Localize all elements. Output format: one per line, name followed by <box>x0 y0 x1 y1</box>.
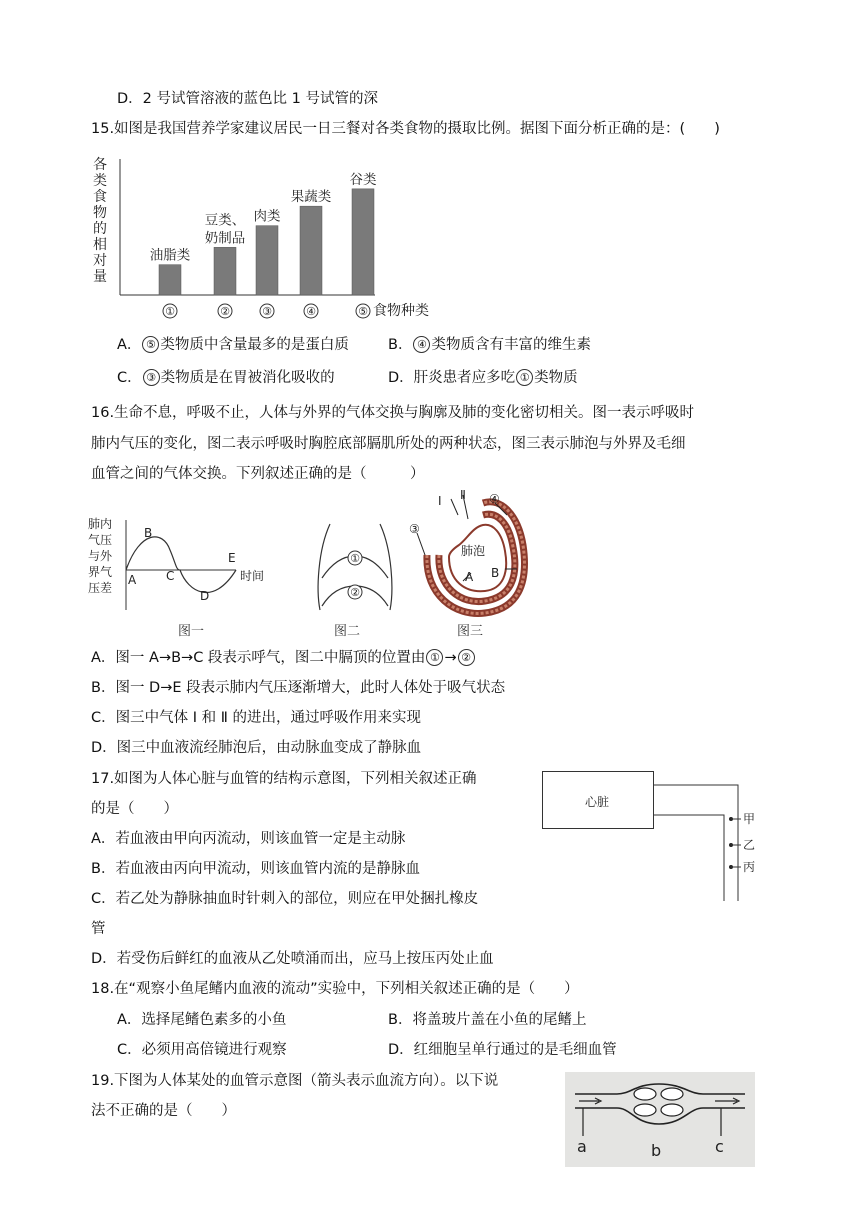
q16-stem-line2: 肺内气压的变化，图二表示呼吸时胸腔底部膈肌所处的两种状态，图三表示肺泡与外界及毛细 <box>91 436 686 452</box>
bar-2 <box>214 247 236 295</box>
fig1-ylabel-1: 肺内 <box>88 517 113 531</box>
category-label-5: ⑤ <box>358 305 368 318</box>
q15-option-b[interactable]: B． ④ 类物质含有丰富的维生素 <box>388 337 591 353</box>
bar-label-5: 谷类 <box>349 171 377 188</box>
fig1-ylabel-3: 与外 <box>88 549 113 563</box>
fig1-pressure-curve <box>126 537 236 593</box>
fig1-label-e: E <box>228 551 236 565</box>
q18-option-d[interactable]: D．红细胞呈单行通过的是毛细血管 <box>388 1042 617 1058</box>
label-yi: 乙 <box>743 838 756 852</box>
q19-stem-line1: 19.下图为人体某处的血管示意图（箭头表示血流方向）。以下说 <box>91 1073 499 1089</box>
fig3-label-a: A <box>465 570 474 584</box>
bar-label-2-line2: 奶制品 <box>204 230 246 247</box>
y-axis-label-char: 相 <box>93 237 107 253</box>
y-axis-label-char: 对 <box>93 253 107 269</box>
fig3-marker-3: ③ <box>409 522 420 536</box>
label-bing: 丙 <box>743 860 756 874</box>
q19-stem-line2: 法不正确的是（ ） <box>91 1103 236 1119</box>
option-d-prev: D．2 号试管溶液的蓝色比 1 号试管的深 <box>117 91 378 107</box>
fig3-gas-1: Ⅰ <box>438 494 442 508</box>
label-jia: 甲 <box>743 812 756 826</box>
bar-1 <box>159 265 181 295</box>
fig1-label-c: C <box>166 569 175 583</box>
bar-5 <box>352 189 374 295</box>
bar-label-3: 肉类 <box>253 208 281 225</box>
q19-blood-vessel-diagram <box>565 1072 755 1167</box>
q15-bar-chart <box>90 155 450 325</box>
fig2-marker-1: ① <box>350 552 360 565</box>
q16-figure-3-alveolus <box>405 485 540 620</box>
fig1-label-d: D <box>200 589 210 603</box>
label-c: c <box>715 1137 724 1156</box>
y-axis-label-char: 物 <box>93 205 107 221</box>
bar-4 <box>300 206 322 295</box>
q15-option-c[interactable]: C． ③ 类物质是在胃被消化吸收的 <box>117 370 335 386</box>
category-label-1: ① <box>165 305 175 318</box>
bar-label-1: 油脂类 <box>149 247 191 264</box>
q15-option-a[interactable]: A． ⑤ 类物质中含量最多的是蛋白质 <box>117 337 349 353</box>
fig2-caption: 图二 <box>334 624 361 639</box>
q17-option-d[interactable]: D．若受伤后鲜红的血液从乙处喷涌而出，应马上按压丙处止血 <box>91 951 494 967</box>
fig1-ylabel-2: 气压 <box>88 533 113 547</box>
category-label-2: ② <box>220 305 230 318</box>
category-label-3: ③ <box>262 305 272 318</box>
q16-option-b[interactable]: B．图一 D→E 段表示肺内气压逐渐增大，此时人体处于吸气状态 <box>91 680 506 696</box>
fig2-marker-2: ② <box>350 586 360 599</box>
heart-label: 心脏 <box>584 795 610 809</box>
fig1-label-b: B <box>144 526 153 540</box>
fig1-ylabel-4: 界气 <box>88 565 113 579</box>
q18-option-a[interactable]: A．选择尾鳍色素多的小鱼 <box>117 1012 287 1028</box>
fig1-xlabel: 时间 <box>240 569 265 583</box>
y-axis-label-char: 量 <box>93 269 107 285</box>
label-b: b <box>651 1141 662 1160</box>
q15-option-d[interactable]: D．肝炎患者应多吃 ① 类物质 <box>388 370 578 386</box>
label-a: a <box>577 1137 587 1156</box>
bar-label-4: 果蔬类 <box>290 189 332 206</box>
q17-option-c-line1[interactable]: C．若乙处为静脉抽血时针刺入的部位，则应在甲处捆扎橡皮 <box>91 891 479 907</box>
q16-option-c[interactable]: C．图三中气体 Ⅰ 和 Ⅱ 的进出，通过呼吸作用来实现 <box>91 710 421 726</box>
q17-option-b[interactable]: B．若血液由丙向甲流动，则该血管内流的是静脉血 <box>91 861 420 877</box>
q17-stem-line1: 17.如图为人体心脏与血管的结构示意图，下列相关叙述正确 <box>91 771 477 787</box>
fig3-marker-4: ④ <box>489 492 500 506</box>
q16-stem-line1: 16.生命不息，呼吸不止，人体与外界的气体交换与胸廓及肺的变化密切相关。图一表示呼吸时 <box>91 405 695 421</box>
y-axis-label-char: 食 <box>93 189 107 205</box>
fig1-label-a: A <box>128 573 137 587</box>
q16-option-d[interactable]: D．图三中血液流经肺泡后，由动脉血变成了静脉血 <box>91 740 422 756</box>
q18-option-b[interactable]: B．将盖玻片盖在小鱼的尾鳍上 <box>388 1012 587 1028</box>
q17-option-a[interactable]: A．若血液由甲向丙流动，则该血管一定是主动脉 <box>91 831 406 847</box>
fig3-label-b: B <box>491 566 500 580</box>
y-axis-label-char: 类 <box>93 173 107 189</box>
fig3-caption: 图三 <box>457 624 484 639</box>
q15-stem: 15.如图是我国营养学家建议居民一日三餐对各类食物的摄取比例。据图下面分析正确的是：( ) <box>91 121 720 137</box>
fig3-gas-2: Ⅱ <box>460 488 466 502</box>
q16-figure-2-diaphragm <box>312 520 402 615</box>
bar-label-2: 豆类、 <box>204 212 246 229</box>
x-axis-label: 食物种类 <box>373 303 429 319</box>
q17-heart-vessel-diagram <box>542 771 772 906</box>
y-axis-label-char: 各 <box>93 157 107 173</box>
bar-3 <box>256 226 278 295</box>
fig3-alveolus-label: 肺泡 <box>461 544 486 558</box>
fig1-caption: 图一 <box>178 624 205 639</box>
fig1-ylabel-5: 压差 <box>88 581 113 595</box>
q16-option-a[interactable]: A．图一 A→B→C 段表示呼气，图二中膈顶的位置由 ① → ② <box>91 648 476 668</box>
q18-option-c[interactable]: C．必须用高倍镜进行观察 <box>117 1042 287 1058</box>
q18-stem: 18.在“观察小鱼尾鳍内血液的流动”实验中，下列相关叙述正确的是（ ） <box>91 981 579 997</box>
q17-option-c-line2[interactable]: 管 <box>91 921 106 937</box>
y-axis-label-char: 的 <box>93 221 107 237</box>
category-label-4: ④ <box>306 305 316 318</box>
q17-stem-line2: 的是（ ） <box>91 801 178 817</box>
q16-stem-line3: 血管之间的气体交换。下列叙述正确的是（ ） <box>91 466 425 482</box>
